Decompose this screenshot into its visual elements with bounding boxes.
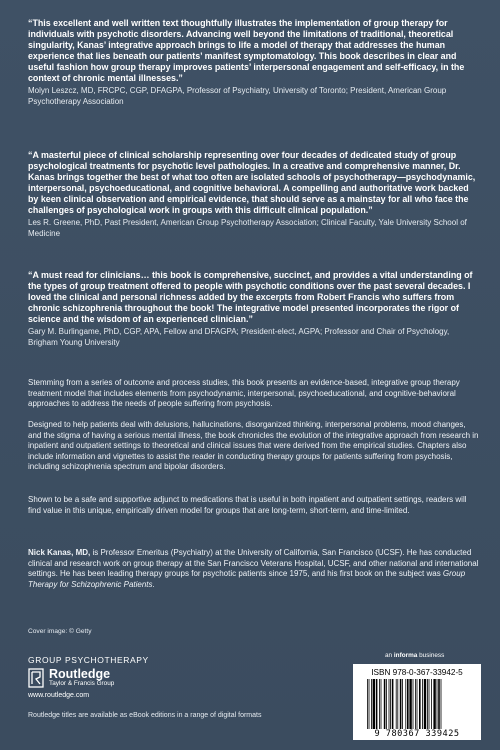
barcode-panel — [353, 664, 481, 740]
endorsement-quote: “A masterful piece of clinical scholarship representing over four decades of dedicated study of group psychological treatments for psychotic level pathologies. In a creative and comprehensive manner, Dr. Kanas brings together the best of what too often are isolated schools of psychotherapy—psychodynamic, interpersonal, psychoeducational, and cognitive behavioral. A compelling and authoritative work backed by keen clinical observation and empirical evidence, that should serve as a mainstay for all who face the challenges of psychological work in groups with this difficult clinical population.” — [28, 150, 476, 215]
ebook-note: Routledge titles are available as eBook editions in a range of digital formats — [28, 712, 262, 719]
cover-image-credit: Cover image: © Getty — [28, 628, 92, 635]
publisher-text — [49, 668, 114, 688]
barcode-icon — [367, 679, 467, 729]
endorsement-3 — [28, 270, 480, 348]
routledge-logo-icon — [28, 668, 44, 688]
publisher-website: www.routledge.com — [28, 692, 90, 699]
subject-category: GROUP PSYCHOTHERAPY — [28, 655, 149, 665]
publisher-group: Taylor & Francis Group — [49, 680, 115, 687]
informa-business-label — [385, 652, 444, 659]
author-name: Nick Kanas, MD, — [28, 548, 91, 557]
endorsement-attribution: Les R. Greene, PhD, Past President, American Group Psychotherapy Association; Clinical Faculty, Yale University School of Medicine — [28, 218, 467, 238]
informa-suffix: business — [417, 652, 445, 659]
description-paragraph: Stemming from a series of outcome and process studies, this book presents an evidence-based, integrative group therapy treatment model that includes elements from psychodynamic, interpersonal, psychoeducational, and cognitive-behavioral approaches to address the needs of people suffering from psychosis. — [28, 378, 460, 409]
informa-word: informa — [393, 652, 418, 659]
description-paragraph: Designed to help patients deal with delusions, hallucinations, disorganized thinking, interpersonal problems, mood changes, and the stigma of having a serious mental illness, the book chronicles the evolution of the integrative approach from research in inpatient and outpatient settings to theoretical and clinical issues that were derived from the empirical studies. Chapters also include information and vignettes to assist the reader in conducting therapy groups for patients suffering from psychosis, including schizophrenia spectrum and bipolar disorders. — [28, 420, 479, 472]
publisher-name: Routledge — [49, 667, 111, 681]
endorsement-attribution: Molyn Leszcz, MD, FRCPC, CGP, DFAGPA, Professor of Psychiatry, University of Toronto; President, American Group Psychotherapy Association — [28, 86, 447, 106]
endorsement-2 — [28, 150, 480, 239]
isbn-label: ISBN 978-0-367-33942-5 — [371, 668, 463, 677]
endorsement-attribution: Gary M. Burlingame, PhD, CGP, APA, Fellow and DFAGPA; President-elect, AGPA; Professor and Chair of Psychology, Brigham Young University — [28, 327, 450, 347]
barcode-digits: 9 780367 339425 — [374, 729, 460, 739]
previous-book-title: Group Therapy for Schizophrenic Patients — [28, 569, 466, 589]
endorsement-quote: “This excellent and well written text thoughtfully illustrates the implementation of group therapy for individuals with psychotic disorders. Advancing well beyond the limitations of traditional, theoretical singularity, Kanas’ integrative approach brings to life a model of therapy that addresses the human experience that lies beneath our patients’ manifest symptomatology. This book describes in clear and useful fashion how group therapy improves patients’ interpersonal engagement and self-efficacy, in the context of chronic mental illnesses.” — [28, 18, 465, 83]
informa-prefix: an — [385, 652, 394, 659]
author-bio-text: is Professor Emeritus (Psychiatry) at the University of California, San Francisco (UCSF). He has conducted clinical and research work on group therapy at the San Francisco Veterans Hospital, UCSF, and other national and international settings. He has been leading therapy groups for psychotic patients since 1975, and his first book on the subject was — [28, 548, 479, 579]
endorsement-quote: “A must read for clinicians… this book is comprehensive, succinct, and provides a vital understanding of the types of group treatment offered to people with psychotic conditions over the past several decades. I loved the clinical and personal richness added by the excerpts from Robert Francis who suffers from chronic schizophrenia throughout the book! The integrative model presented incorporates the rigor of science and the wisdom of an experienced clinician.” — [28, 270, 473, 324]
author-bio — [28, 548, 480, 590]
author-bio-end: . — [152, 579, 155, 589]
publisher-logo — [28, 668, 114, 688]
endorsement-1 — [28, 18, 480, 107]
description-paragraph: Shown to be a safe and supportive adjunct to medications that is useful in both inpatient and outpatient settings, readers will find value in this unique, empirically driven model for groups that are long-term, short-term, and time-limited. — [28, 495, 467, 515]
